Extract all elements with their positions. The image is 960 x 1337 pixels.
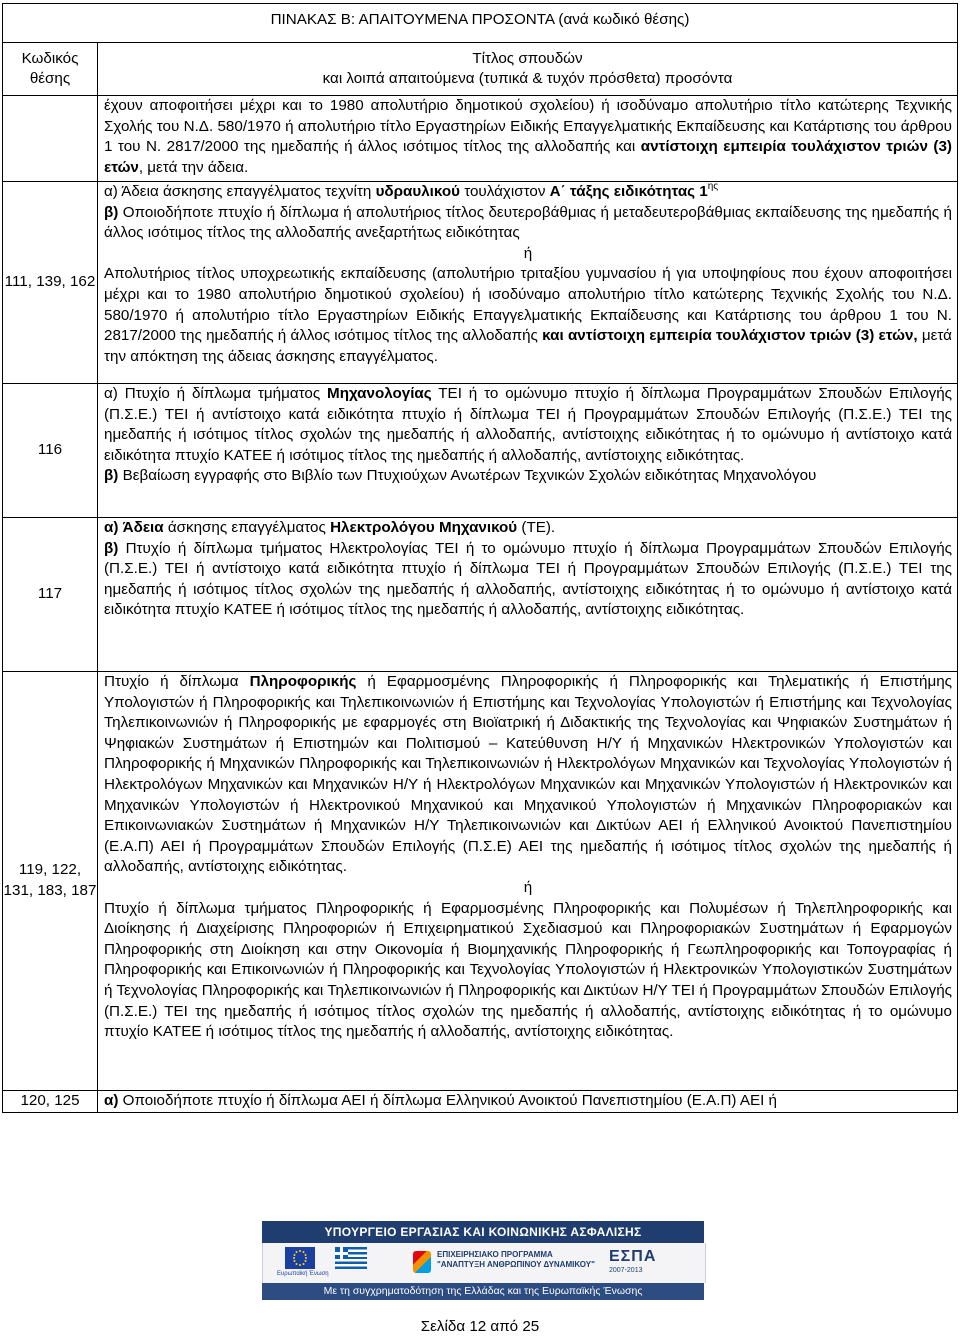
logos-strip — [262, 1243, 706, 1283]
row-code: 111, 139, 162 — [3, 182, 98, 384]
item-a: α) Άδεια άσκησης επαγγέλματος τεχνίτη υδραυλικού τουλάχιστον Α΄ τάξης ειδικότητας $1^{\eta\varsigma}$ — [104, 181, 719, 200]
operational-programme-name: ΕΠΙΧΕΙΡΗΣΙΑΚΟ ΠΡΟΓΡΑΜΜΑ "ΑΝΑΠΤΥΞΗ ΑΝΘΡΩΠΙΝΟΥ ΔΥΝΑΜΙΚΟΥ" — [437, 1250, 595, 1269]
row-code: 119, 122, 131, 183, 187 — [3, 672, 98, 1091]
row-code: 120, 125 — [3, 1091, 98, 1113]
table-row — [3, 182, 958, 384]
header-title-cell — [98, 43, 958, 96]
eu-flag-icon — [285, 1247, 315, 1269]
row-content — [98, 1091, 958, 1113]
item-a: α) Άδεια άσκησης επαγγέλματος Ηλεκτρολόγου Μηχανικού (ΤΕ). — [104, 519, 556, 536]
table-row — [3, 518, 958, 672]
table-row — [3, 672, 958, 1091]
table-row — [3, 96, 958, 182]
greek-flag-icon — [335, 1247, 367, 1269]
or-separator: ή — [523, 878, 533, 896]
row-code: 116 — [3, 384, 98, 518]
table-title-row — [3, 4, 958, 43]
espa-years: 2007-2013 — [609, 1267, 643, 1274]
item-b: β) Πτυχίο ή δίπλωμα τμήματος Ηλεκτρολογίας ΤΕΙ ή το ομώνυμο πτυχίο ή δίπλωμα Προγραμμάτων Σπουδών Επιλογής (Π.Σ.Ε.) ΤΕΙ ή αντίστοιχο κατά ειδικότητα πτυχίο ή δίπλωμα ΤΕΙ ή Προγραμμάτων Σπουδών Επιλογής (Π.Σ.Ε.) ΤΕΙ της ημεδαπής ή ισότιμος τίτλος σχολών της ημεδαπής ή αλλοδαπής, αντίστοιχης ειδικότητας ή το ομώνυμο ή αντίστοιχο κατά ειδικότητα πτυχίο ΚΑΤΕΕ ή ισότιμος τίτλος της ημεδαπής ή αλλοδαπής, αντίστοιχης ειδικότητας. — [104, 539, 952, 619]
table-header-row — [3, 43, 958, 96]
item-a: α) Πτυχίο ή δίπλωμα τμήματος Μηχανολογίας ΤΕΙ ή το ομώνυμο πτυχίο ή δίπλωμα Προγραμμάτων Σπουδών Επιλογής (Π.Σ.Ε.) ΤΕΙ ή αντίστοιχο κατά ειδικότητα πτυχίο ή δίπλωμα ΤΕΙ ή Προγραμμάτων Σπουδών Επιλογής (Π.Σ.Ε.) ΤΕΙ της ημεδαπής ή ισότιμος τίτλος σχολών της ημεδαπής ή αλλοδαπής, αντίστοιχης ειδικότητας ή το ομώνυμο ή αντίστοιχο κατά ειδικότητα πτυχίο ΚΑΤΕΕ ή ισότιμος τίτλος της ημεδαπής ή αλλοδαπής, αντίστοιχης ειδικότητας. — [104, 385, 952, 464]
paragraph: έχουν αποφοιτήσει μέχρι και το 1980 απολυτήριο δημοτικού σχολείου) ή ισοδύναμο απολυτήριο τίτλο κατώτερης Τεχνικής Σχολής του Ν.Δ. 580/1970 ή απολυτήριο τίτλο Εργαστηρίων Ειδικής Επαγγελματικής Εκπαίδευσης και Κατάρτισης του άρθρου 1 του Ν. 2817/2000 της ημεδαπής ή άλλος ισότιμος τίτλος της αλλοδαπής και αντίστοιχη εμπειρία τουλάχιστον τριών (3) ετών, μετά την άδεια. — [104, 97, 952, 176]
header-code-cell — [3, 43, 98, 96]
header-title-line2: και λοιπά απαιτούμενα (τυπικά & τυχόν πρόσθετα) προσόντα — [322, 70, 733, 87]
row-content — [98, 96, 958, 182]
item-b: β) Βεβαίωση εγγραφής στο Βιβλίο των Πτυχιούχων Ανωτέρων Τεχνικών Σχολών ειδικότητας Μηχανολόγου — [104, 467, 817, 485]
item-c: Απολυτήριος τίτλος υποχρεωτικής εκπαίδευσης (απολυτήριο τριταξίου γυμνασίου ή για υποψηφίους που έχουν αποφοιτήσει μέχρι και το 1980 απολυτήριο δημοτικού σχολείου) ή ισοδύναμο απολυτήριο τίτλο κατώτερης Τεχνικής Σχολής του Ν.Δ. 580/1970 ή απολυτήριο τίτλο Εργαστηρίων Ειδικής Επαγγελματικής Εκπαίδευσης και Κατάρτισης του άρθρου 1 του Ν. 2817/2000 της ημεδαπής ή άλλος ισότιμος τίτλος της αλλοδαπής και αντίστοιχη εμπειρία τουλάχιστον τριών (3) ετών, μετά την απόκτηση της άδειας άσκησης επαγγέλματος. — [104, 265, 952, 365]
row-code: 117 — [3, 518, 98, 672]
row-code — [3, 96, 98, 182]
table-row — [3, 384, 958, 518]
or-separator: ή — [523, 244, 533, 262]
row-content — [98, 518, 958, 672]
row-content — [98, 672, 958, 1091]
item-b: β) Οποιοδήποτε πτυχίο ή δίπλωμα ή απολυτήριος τίτλος δευτεροβάθμιας ή μεταδευτεροβάθμιας εκπαίδευσης της ημεδαπής ή άλλος ισότιμος τίτλος της αλλοδαπής ανεξαρτήτως ειδικότητας — [104, 203, 952, 242]
header-title-line1: Τίτλος σπουδών — [472, 50, 583, 67]
table-row — [3, 1091, 958, 1113]
table-title: ΠΙΝΑΚΑΣ Β: ΑΠΑΙΤΟΥΜΕΝΑ ΠΡΟΣΟΝΤΑ (ανά κωδικό θέσης) — [3, 4, 958, 43]
page-number: Σελίδα 12 από 25 — [420, 1318, 540, 1335]
funding-banner — [262, 1203, 704, 1301]
row-content — [98, 182, 958, 384]
paragraph: Πτυχίο ή δίπλωμα Πληροφορικής ή Εφαρμοσμένης Πληροφορικής ή Πληροφορικής και Τηλεματικής ή Επιστήμης Υπολογιστών ή Πληροφορικής και Τηλεπικοινωνιών ή Επιστήμης και Τεχνολογίας Υπολογιστών ή Επιστήμης και Τεχνολογίας Τηλεπικοινωνιών ή Πληροφορικής με εφαρμογές στη Βιοϊατρική ή Διδακτικής της Τεχνολογίας και Ψηφιακών Συστημάτων ή Ψηφιακών Συστημάτων ή Επιστημών και Πολιτισμού – Κατεύθυνση Η/Υ ή Μηχανικών Ηλεκτρονικών Υπολογιστών και Πληροφορικής ή Μηχανικών Πληροφορικής και Τηλεπικοινωνιών ή Ηλεκτρολόγων Μηχανικών και Τεχνολογίας Υπολογιστών ή Ηλεκτρολόγων Μηχανικών και Μηχανικών Η/Υ ή Ηλεκτρολόγων Μηχανικών και Μηχανικών Υπολογιστών ή Ηλεκτρονικών και Μηχανικών Υπολογιστών ή Ηλεκτρονικού Μηχανικού και Μηχανικού Υπολογιστών ή Μηχανικών Πληροφοριακών και Επικοινωνιακών Συστημάτων ή Μηχανικών Η/Υ Τηλεπικοινωνιών και Δικτύων ΑΕΙ ή Ελληνικού Ανοικτού Πανεπιστημίου (Ε.Α.Π) ΑΕΙ ή Προγραμμάτων Σπουδών Επιλογής (Π.Σ.Ε) ΑΕΙ της ημεδαπής ή ισότιμος τίτλος σχολών της ημεδαπής ή αλλοδαπής, αντίστοιχης ειδικότητας. — [104, 673, 952, 876]
eu-caption: Ευρωπαϊκή Ένωση — [277, 1271, 329, 1277]
requirements-table — [2, 3, 958, 1113]
item-a: α) Οποιοδήποτε πτυχίο ή δίπλωμα ΑΕΙ ή δίπλωμα Ελληνικού Ανοικτού Πανεπιστημίου (Ε.Α.Π) ΑΕΙ ή — [104, 1092, 777, 1109]
header-code-line2: θέσης — [29, 70, 71, 87]
row-content — [98, 384, 958, 518]
header-code-line1: Κωδικός — [21, 50, 79, 67]
paragraph: Πτυχίο ή δίπλωμα τμήματος Πληροφορικής ή Εφαρμοσμένης Πληροφορικής και Πολυμέσων ή Τηλεπληροφορικής και Διοίκησης ή Διαχείρισης Πληροφοριών ή Επιχειρηματικού Σχεδιασμού και Πληροφοριακών Συστημάτων ή Εφαρμογών Πληροφορικής στη Διοίκηση και στην Οικονομία ή Βιομηχανικής Πληροφορικής ή Γεωπληροφορικής και Τοπογραφίας ή Πληροφορικής και Επικοινωνιών ή Πληροφορικής και Τεχνολογίας Υπολογιστών ή Ηλεκτρονικών Υπολογιστικών Συστημάτων ή Τεχνολογίας Πληροφορικής και Τηλεπικοινωνιών ή Πληροφορικής και Δικτύων Η/Υ ΤΕΙ ή Προγραμμάτων Σπουδών Επιλογής (Π.Σ.Ε.) ΤΕΙ της ημεδαπής ή ισότιμος τίτλος σχολών της ημεδαπής ή αλλοδαπής, αντίστοιχης ειδικότητας ή το ομώνυμο πτυχίο ΚΑΤΕΕ ή ισότιμος τίτλος της ημεδαπής ή αλλοδαπής, αντίστοιχης ειδικότητας. — [104, 899, 952, 1041]
funding-slogan: Με τη συγχρηματοδότηση της Ελλάδας και της Ευρωπαϊκής Ένωσης — [262, 1283, 704, 1300]
ministry-title: ΥΠΟΥΡΓΕΙΟ ΕΡΓΑΣΙΑΣ ΚΑΙ ΚΟΙΝΩΝΙΚΗΣ ΑΣΦΑΛΙΣΗΣ — [262, 1221, 704, 1243]
espa-logo: ΕΣΠΑ — [609, 1248, 657, 1265]
operational-programme-logo-icon — [413, 1251, 431, 1273]
